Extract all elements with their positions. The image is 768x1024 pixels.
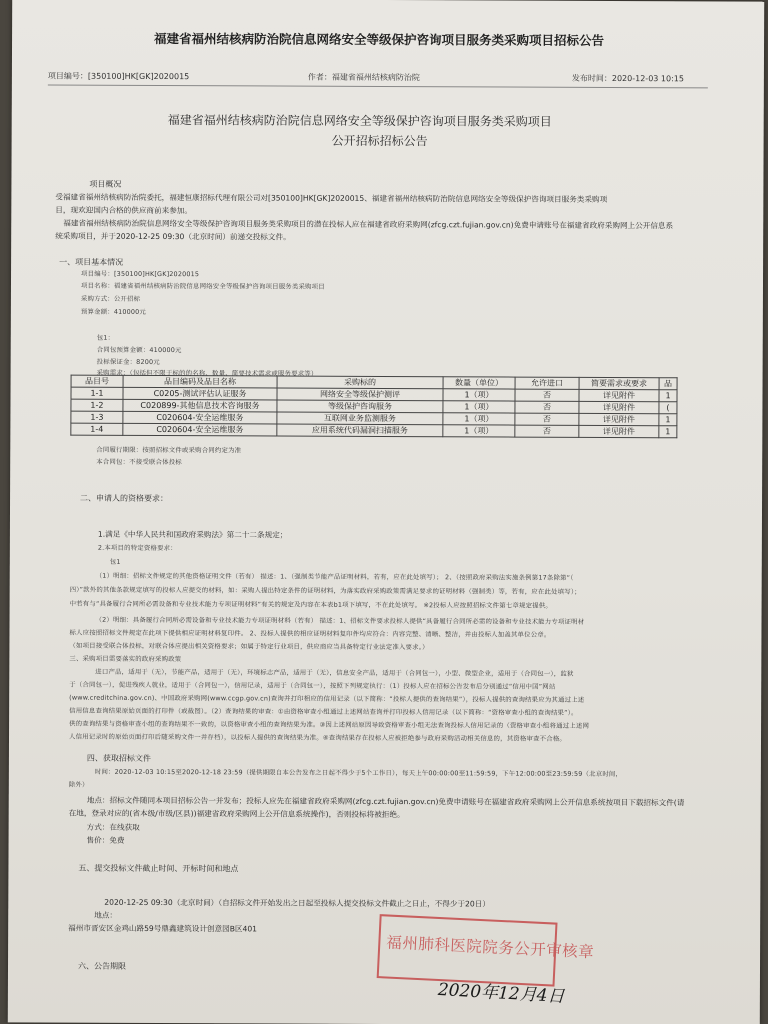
table-cell: 1 bbox=[659, 414, 677, 426]
info-line: 采购方式：公开招标 bbox=[80, 294, 141, 303]
table-cell: 应用系统代码漏洞扫描服务 bbox=[277, 424, 443, 437]
obtain-price: 售价：免费 bbox=[86, 835, 125, 845]
table-cell: 1 bbox=[659, 426, 677, 438]
body-line: 进口产品，适用于（无），节能产品，适用于（无），环境标志产品，适用于（无），信息安全产品，适用于（合同包一），小型、微型企业，适用于（合同包一），监狱 bbox=[95, 667, 574, 678]
info-line: 包1： bbox=[96, 333, 115, 342]
table-row bbox=[71, 423, 677, 438]
table-cell: C020899-其他信息技术咨询服务 bbox=[123, 399, 277, 412]
info-line: 合同履行期限：按照招标文件或采购合同约定为准 bbox=[96, 445, 242, 455]
info-line: 合同包预算金额：410000元 bbox=[96, 345, 182, 355]
doc-title-line1: 福建省福州结核病防治院信息网络安全等级保护咨询项目服务类采购项目 bbox=[167, 113, 552, 129]
table-cell: 1（项） bbox=[443, 413, 515, 425]
column-header: 品 bbox=[659, 378, 677, 390]
author: 作者：福建省福州结核病防治院 bbox=[307, 72, 420, 83]
info-line: 本合同包：不接受联合体投标 bbox=[96, 457, 182, 467]
body-line: 人信用记录时的原始页面打印后随采购文件一并存档），以投标人提供的查询结果为准。④查询结果存在投标人应被拒绝参与政府采购活动相关信息的，其资格审查不合格。 bbox=[68, 732, 567, 743]
overview-text: 统采购项目，并于2020-12-25 09:30（北京时间）前递交投标文件。 bbox=[55, 231, 291, 242]
divider bbox=[48, 85, 708, 89]
column-header: 简要需求或要求 bbox=[579, 377, 659, 389]
table-cell: 详见附件 bbox=[579, 401, 659, 413]
table-cell: 详见附件 bbox=[579, 425, 659, 437]
body-line: 标人应按照招标文件规定在此项下提供相应证明材料复印件。 2、投标人提供的相应证明材料复印件均应符合：内容完整、清晰、整洁，并由投标人加盖其单位公章。 bbox=[69, 628, 551, 639]
body-line: 2.本项目的特定资格要求： bbox=[97, 543, 177, 553]
table-cell: C0205-测试评估认证服务 bbox=[123, 387, 277, 400]
table-cell: 1（项） bbox=[443, 389, 515, 401]
table-cell: 等级保护咨询服务 bbox=[277, 400, 443, 413]
table-cell: 1-1 bbox=[71, 387, 123, 399]
body-line: (www.creditchina.gov.cn)、中国政府采购网(www.ccgp.gov.cn)查询并打印相应的信用记录（以下简称：“投标人提供的查询结果”），投标人提供的查询结果应为其通过上述 bbox=[69, 693, 585, 704]
table-cell: 1-2 bbox=[71, 399, 123, 411]
page-title: 福建省福州结核病防治院信息网络安全等级保护咨询项目服务类采购项目招标公告 bbox=[154, 30, 605, 48]
body-line: 包1 bbox=[109, 557, 121, 566]
table-cell: 否 bbox=[515, 401, 579, 413]
overview-heading: 项目概况 bbox=[89, 179, 122, 189]
handwritten-date: 2020年12月4日 bbox=[437, 979, 565, 1008]
table-cell: 1（项） bbox=[443, 425, 515, 437]
body-line: （1）明细：招标文件规定的其他资格证明文件（若有） 描述：1、（强制类节能产品证明材料，若有，应在此处填写）； 2、（按照政府采购法实施条例第17条除第“（ bbox=[95, 571, 574, 582]
table-cell: C020604-安全运维服务 bbox=[123, 411, 277, 424]
info-line: 项目编号：[350100]HK[GK]2020015 bbox=[81, 269, 200, 279]
section-heading: 三、采购项目需要落实的政府采购政策 bbox=[69, 654, 182, 664]
info-line: 投标保证金：8200元 bbox=[96, 357, 160, 367]
deadline-place: 福州市晋安区金鸡山路59号鼎鑫建筑设计创意园B区401 bbox=[68, 923, 258, 934]
body-line: 四）”款外的其他条款规定填写的投标人应提交的材料，如：采购人提出特定条件的证明材料，为落实政府采购政策需满足要求的证明材料（强制类）等，若有，应在此处填写）； bbox=[69, 585, 581, 596]
publish-time: 发布时间：2020-12-03 10:15 bbox=[571, 73, 685, 84]
table-cell: C020604-安全运维服务 bbox=[123, 423, 277, 436]
body-line: 信用信息查询结果原始页面的打印件（或截图）。（2）查询结果的审查：①由资格审查小组通过上述网站查询并打印投标人信用记录（以下简称：“资格审查小组的查询结果”）。 bbox=[69, 706, 578, 717]
body-line: 于（合同包一），促进残疾人就业，适用于（合同包一），信用记录，适用于（合同包一），按照下列规定执行：（1）投标人应在招标公告发布后分别通过“信用中国”网站 bbox=[69, 680, 556, 691]
obtain-method: 方式：在线获取 bbox=[86, 822, 140, 832]
section-heading: 二、申请人的资格要求： bbox=[80, 493, 169, 504]
table-cell: 网络安全等级保护测评 bbox=[277, 388, 443, 401]
body-line: 1.满足《中华人民共和国政府采购法》第二十二条规定； bbox=[97, 529, 288, 540]
table-cell: 详见附件 bbox=[579, 413, 659, 425]
overview-text: 福建省福州结核病防治院信息网络安全等级保护咨询项目服务类采购项目的潜在投标人应在福建省政府采购网(zfcg.czt.fujian.gov.cn)免费申请账号在福建省政府采购网上公开信息系 bbox=[63, 218, 674, 231]
body-line: 供的查询结果与资格审查小组的查询结果不一致的，以资格审查小组的查询结果为准。③因上述网站原因导致资格审查小组无法查询投标人信用记录的（资格审查小组将通过上述网 bbox=[69, 719, 590, 730]
official-seal: 福州肺科医院院务公开审核章 bbox=[377, 914, 558, 986]
body-line: （2）明细：具备履行合同所必需设备和专业技术能力专项证明材料（若有） 描述：1、招标文件要求投标人提供“具备履行合同所必需的设备和专业技术能力专项证明材 bbox=[95, 615, 585, 626]
section-heading: 五、提交投标文件截止时间、开标时间和地点 bbox=[78, 863, 239, 874]
table-cell: 1 bbox=[659, 390, 677, 402]
column-header: 品目号 bbox=[71, 375, 123, 387]
table-cell: ( bbox=[659, 402, 677, 414]
section-heading: 四、获取招标文件 bbox=[86, 753, 151, 763]
column-header: 采购标的 bbox=[277, 376, 443, 389]
obtain-place: 地点：招标文件随同本项目招标公告一并发布；投标人应先在福建省政府采购网(zfcg.czt.fujian.gov.cn)免费申请账号在福建省政府采购网上公开信息系统按项目下载招标文件(请 bbox=[86, 795, 685, 808]
table-cell: 否 bbox=[515, 413, 579, 425]
table-cell: 否 bbox=[515, 389, 579, 401]
body-line: 中若有与“具备履行合同所必需设备和专业技术能力专项证明材料”有关的规定及内容在本表b1项下填写，不在此处填写。 ※2投标人应按照招标文件第七章规定提供。 bbox=[69, 599, 552, 610]
info-line: 预算金额：410000元 bbox=[80, 307, 147, 316]
table-cell: 否 bbox=[515, 425, 579, 437]
body-line: （如项目接受联合体投标，对联合体应提出相关资格要求；如属于特定行业项目，供应商应当具备特定行业法定准入要求。） bbox=[69, 641, 429, 652]
column-header: 数量（单位） bbox=[443, 377, 515, 389]
section-heading: 六、公告期限 bbox=[77, 961, 127, 971]
procurement-table bbox=[70, 375, 677, 439]
overview-text: 目，现欢迎国内合格的供应商前来参加。 bbox=[55, 205, 193, 216]
column-header: 允许进口 bbox=[515, 377, 579, 389]
table-cell: 详见附件 bbox=[579, 389, 659, 401]
info-line: 项目名称：福建省福州结核病防治院信息网络安全等级保护咨询项目服务类采购项目 bbox=[80, 281, 325, 291]
obtain-time: 除外） bbox=[68, 780, 89, 789]
table-cell: 1-4 bbox=[71, 423, 123, 435]
document-page bbox=[8, 0, 764, 1024]
section-heading: 一、项目基本情况 bbox=[59, 257, 124, 267]
table-cell: 1-3 bbox=[71, 411, 123, 423]
project-number: 项目编号：[350100]HK[GK]2020015 bbox=[47, 71, 190, 82]
obtain-place: 在地，登录对应的(省本级/市级/区县))福建省政府采购网上公开信息系统操作)，否则投标将被拒绝。 bbox=[68, 808, 405, 820]
overview-text: 受福建省福州结核病防治院委托，福建恒康招标代理有限公司对[350100]HK[GK]2020015、福建省福州结核病防治院信息网络安全等级保护咨询项目服务类采购项 bbox=[55, 192, 608, 204]
column-header: 品目编码及品目名称 bbox=[123, 375, 277, 388]
table-cell: 互联网业务监测服务 bbox=[277, 412, 443, 425]
obtain-time: 时间：2020-12-03 10:15至2020-12-18 23:59（提供期限自本公告发布之日起不得少于5个工作日），每天上午00:00:00至11:59:59，下午12:00:00至23:59:59（北京时间， bbox=[94, 767, 623, 779]
table-cell: 1（项） bbox=[443, 401, 515, 413]
deadline-time: 2020-12-25 09:30（北京时间）（自招标文件开始发出之日起至投标人提交投标文件截止之日止，不得少于20日） bbox=[104, 897, 490, 909]
deadline-place-label: 地点： bbox=[94, 910, 118, 920]
doc-title-line2: 公开招标招标公告 bbox=[331, 133, 428, 149]
info-line: 采购需求：（包括但不限于标的的名称、数量、简要技术需求或服务要求等） bbox=[96, 368, 318, 378]
